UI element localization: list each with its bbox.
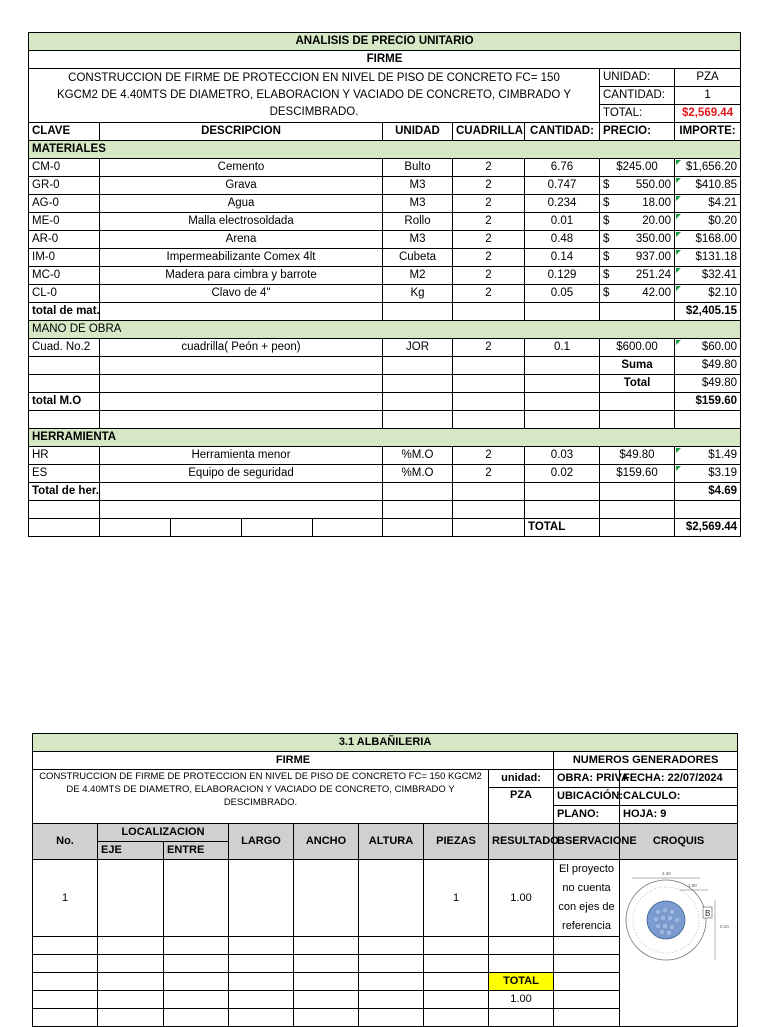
grand-total-value: $2,569.44 — [675, 519, 741, 537]
dollar-sign: $ — [603, 215, 610, 227]
header-piezas: PIEZAS — [424, 824, 489, 860]
row-importe: $410.85 — [675, 177, 741, 195]
header-altura: ALTURA — [359, 824, 424, 860]
croquis-cell — [620, 860, 738, 1027]
gen-total-value: 1.00 — [489, 991, 554, 1009]
hoja-label: HOJA: 9 — [620, 806, 738, 824]
row-precio-value: 20.00 — [642, 215, 671, 227]
ubicacion-label: UBICACIÓN: — [554, 788, 620, 806]
row-no: 1 — [33, 860, 98, 937]
mano-obra-section: MANO DE OBRA — [29, 321, 741, 339]
header-no: No. — [33, 824, 98, 860]
total-mo-sub-label: Total — [600, 375, 675, 393]
row-clave: AG-0 — [29, 195, 100, 213]
row-unidad: M3 — [383, 231, 453, 249]
row-unidad: Cubeta — [383, 249, 453, 267]
row-precio — [600, 177, 675, 195]
croquis-dim-right: 0.20 — [720, 924, 729, 929]
obra-label: OBRA: PRIVA — [554, 770, 620, 788]
generadores-table — [32, 733, 738, 1027]
row-importe: $168.00 — [675, 231, 741, 249]
table-row — [29, 177, 741, 195]
row-cuadrilla: 2 — [453, 159, 525, 177]
total-mat-label: total de mat. — [29, 303, 100, 321]
mo-unidad: JOR — [383, 339, 453, 357]
row-precio: $49.80 — [600, 447, 675, 465]
header-cantidad: CANTIDAD: — [525, 123, 600, 141]
row-cantidad: 0.05 — [525, 285, 600, 303]
row-precio — [600, 285, 675, 303]
row-precio-value: 18.00 — [642, 197, 671, 209]
header-croquis: CROQUIS — [620, 824, 738, 860]
calculo-label: CALCULO: — [620, 788, 738, 806]
row-cantidad: 0.129 — [525, 267, 600, 285]
row-descripcion: Agua — [100, 195, 383, 213]
row-cantidad: 0.03 — [525, 447, 600, 465]
total-mat-value: $2,405.15 — [675, 303, 741, 321]
row-cantidad: 0.02 — [525, 465, 600, 483]
row-cuadrilla: 2 — [453, 213, 525, 231]
cantidad-value: 1 — [675, 87, 741, 105]
total-her-value: $4.69 — [675, 483, 741, 501]
row-clave: ES — [29, 465, 100, 483]
row-importe: $2.10 — [675, 285, 741, 303]
total-mo-value: $159.60 — [675, 393, 741, 411]
row-precio — [600, 249, 675, 267]
croquis-dim-side: 1.50 — [688, 883, 697, 888]
total-label: TOTAL: — [600, 105, 675, 123]
mo-precio: $600.00 — [600, 339, 675, 357]
row-observacion: El proyecto no cuenta con ejes de referencia — [554, 860, 620, 937]
row-cuadrilla: 2 — [453, 231, 525, 249]
row-clave: GR-0 — [29, 177, 100, 195]
mo-importe: $60.00 — [675, 339, 741, 357]
row-cantidad: 0.234 — [525, 195, 600, 213]
cantidad-label: CANTIDAD: — [600, 87, 675, 105]
row-importe: $3.19 — [675, 465, 741, 483]
row-unidad: %M.O — [383, 465, 453, 483]
table-row — [33, 860, 738, 937]
total-value: $2,569.44 — [675, 105, 741, 123]
suma-value: $49.80 — [675, 357, 741, 375]
row-importe: $32.41 — [675, 267, 741, 285]
row-descripcion: Impermeabilizante Comex 4lt — [100, 249, 383, 267]
row-unidad: M3 — [383, 195, 453, 213]
table-row — [29, 213, 741, 231]
header-ancho: ANCHO — [294, 824, 359, 860]
gen-description: CONSTRUCCION DE FIRME DE PROTECCION EN NIVEL DE PISO DE CONCRETO FC= 150 KGCM2 DE 4.40MTS DE DIAMETRO, ELABORACION Y VACIADO DE CONCRETO, CIMBRADO Y DESCIMBRADO. — [33, 770, 489, 824]
header-importe: IMPORTE: — [675, 123, 741, 141]
header-unidad: UNIDAD — [383, 123, 453, 141]
table-row — [29, 249, 741, 267]
total-mo-label: total M.O — [29, 393, 100, 411]
herramienta-section: HERRAMIENTA — [29, 429, 741, 447]
table-row — [29, 231, 741, 249]
row-descripcion: Clavo de 4" — [100, 285, 383, 303]
row-precio-value: 550.00 — [635, 179, 671, 191]
dollar-sign: $ — [603, 233, 610, 245]
row-cantidad: 6.76 — [525, 159, 600, 177]
header-descripcion: DESCRIPCION — [100, 123, 383, 141]
gen-title: 3.1 ALBAÑILERIA — [33, 734, 738, 752]
unidad-value: PZA — [675, 69, 741, 87]
row-clave: MC-0 — [29, 267, 100, 285]
gen-total-label: TOTAL — [489, 973, 554, 991]
row-clave: CL-0 — [29, 285, 100, 303]
row-descripcion: Malla electrosoldada — [100, 213, 383, 231]
row-precio-value: 350.00 — [635, 233, 671, 245]
header-clave: CLAVE — [29, 123, 100, 141]
row-clave: HR — [29, 447, 100, 465]
row-cantidad: 0.01 — [525, 213, 600, 231]
fecha-label: FECHA: 22/07/2024 — [620, 770, 738, 788]
row-piezas: 1 — [424, 860, 489, 937]
gen-subtitle: FIRME — [33, 752, 554, 770]
row-cuadrilla: 2 — [453, 267, 525, 285]
table-row — [29, 195, 741, 213]
mo-clave: Cuad. No.2 — [29, 339, 100, 357]
row-descripcion: Cemento — [100, 159, 383, 177]
header-eje: EJE — [98, 842, 164, 860]
dollar-sign: $ — [603, 251, 610, 263]
row-cantidad: 0.14 — [525, 249, 600, 267]
table-row — [29, 267, 741, 285]
row-importe: $131.18 — [675, 249, 741, 267]
row-unidad: Kg — [383, 285, 453, 303]
header-largo: LARGO — [229, 824, 294, 860]
row-precio — [600, 213, 675, 231]
apu-description: CONSTRUCCION DE FIRME DE PROTECCION EN NIVEL DE PISO DE CONCRETO FC= 150 KGCM2 DE 4.40MTS DE DIAMETRO, ELABORACION Y VACIADO DE CONCRETO, CIMBRADO Y DESCIMBRADO. — [29, 69, 600, 123]
table-row — [29, 285, 741, 303]
grand-total-label: TOTAL — [525, 519, 600, 537]
row-precio — [600, 195, 675, 213]
row-cuadrilla: 2 — [453, 195, 525, 213]
row-descripcion: Arena — [100, 231, 383, 249]
table-row — [29, 159, 741, 177]
header-observaciones: BSERVACIONE — [554, 824, 620, 860]
suma-label: Suma — [600, 357, 675, 375]
row-unidad: M3 — [383, 177, 453, 195]
row-clave: AR-0 — [29, 231, 100, 249]
mo-cuadrilla: 2 — [453, 339, 525, 357]
apu-table — [28, 32, 741, 537]
row-unidad: Bulto — [383, 159, 453, 177]
apu-subtitle: FIRME — [29, 51, 741, 69]
row-importe: $4.21 — [675, 195, 741, 213]
row-precio — [600, 267, 675, 285]
header-localizacion: LOCALIZACION — [98, 824, 229, 842]
mo-desc: cuadrilla( Peón + peon) — [100, 339, 383, 357]
dollar-sign: $ — [603, 269, 610, 281]
dollar-sign: $ — [603, 179, 610, 191]
materiales-section: MATERIALES — [29, 141, 741, 159]
plano-label: PLANO: — [554, 806, 620, 824]
row-cuadrilla: 2 — [453, 249, 525, 267]
unidad-label: UNIDAD: — [600, 69, 675, 87]
header-entre: ENTRE — [164, 842, 229, 860]
row-clave: IM-0 — [29, 249, 100, 267]
row-precio-value: 937.00 — [635, 251, 671, 263]
dollar-sign: $ — [603, 197, 610, 209]
row-cuadrilla: 2 — [453, 465, 525, 483]
row-importe: $0.20 — [675, 213, 741, 231]
row-cuadrilla: 2 — [453, 177, 525, 195]
row-cuadrilla: 2 — [453, 447, 525, 465]
row-precio-value: 42.00 — [642, 287, 671, 299]
row-cantidad: 0.48 — [525, 231, 600, 249]
dollar-sign: $ — [603, 287, 610, 299]
row-descripcion: Herramienta menor — [100, 447, 383, 465]
row-cuadrilla: 2 — [453, 285, 525, 303]
row-unidad: M2 — [383, 267, 453, 285]
row-clave: CM-0 — [29, 159, 100, 177]
table-row — [29, 339, 741, 357]
total-mo-sub-value: $49.80 — [675, 375, 741, 393]
mo-cantidad: 0.1 — [525, 339, 600, 357]
row-descripcion: Grava — [100, 177, 383, 195]
apu-title: ANALISIS DE PRECIO UNITARIO — [29, 33, 741, 51]
croquis-dim-top: 2.40 — [662, 871, 671, 876]
row-clave: ME-0 — [29, 213, 100, 231]
row-importe: $1.49 — [675, 447, 741, 465]
row-descripcion: Equipo de seguridad — [100, 465, 383, 483]
gen-unidad-value: PZA — [489, 788, 554, 824]
numeros-generadores: NUMEROS GENERADORES — [554, 752, 738, 770]
croquis-label: B — [705, 909, 711, 918]
row-precio — [600, 231, 675, 249]
row-resultado: 1.00 — [489, 860, 554, 937]
total-her-label: Total de her. — [29, 483, 100, 501]
gen-unidad-label: unidad: — [489, 770, 554, 788]
croquis-drawing — [620, 860, 738, 990]
row-cantidad: 0.747 — [525, 177, 600, 195]
header-resultado: RESULTADO — [489, 824, 554, 860]
row-unidad: Rollo — [383, 213, 453, 231]
row-precio: $159.60 — [600, 465, 675, 483]
row-precio: $245.00 — [600, 159, 675, 177]
header-precio: PRECIO: — [600, 123, 675, 141]
header-cuadrilla: CUADRILLA — [453, 123, 525, 141]
table-row — [29, 447, 741, 465]
table-row — [29, 465, 741, 483]
row-unidad: %M.O — [383, 447, 453, 465]
row-precio-value: 251.24 — [635, 269, 671, 281]
row-descripcion: Madera para cimbra y barrote — [100, 267, 383, 285]
row-importe: $1,656.20 — [675, 159, 741, 177]
